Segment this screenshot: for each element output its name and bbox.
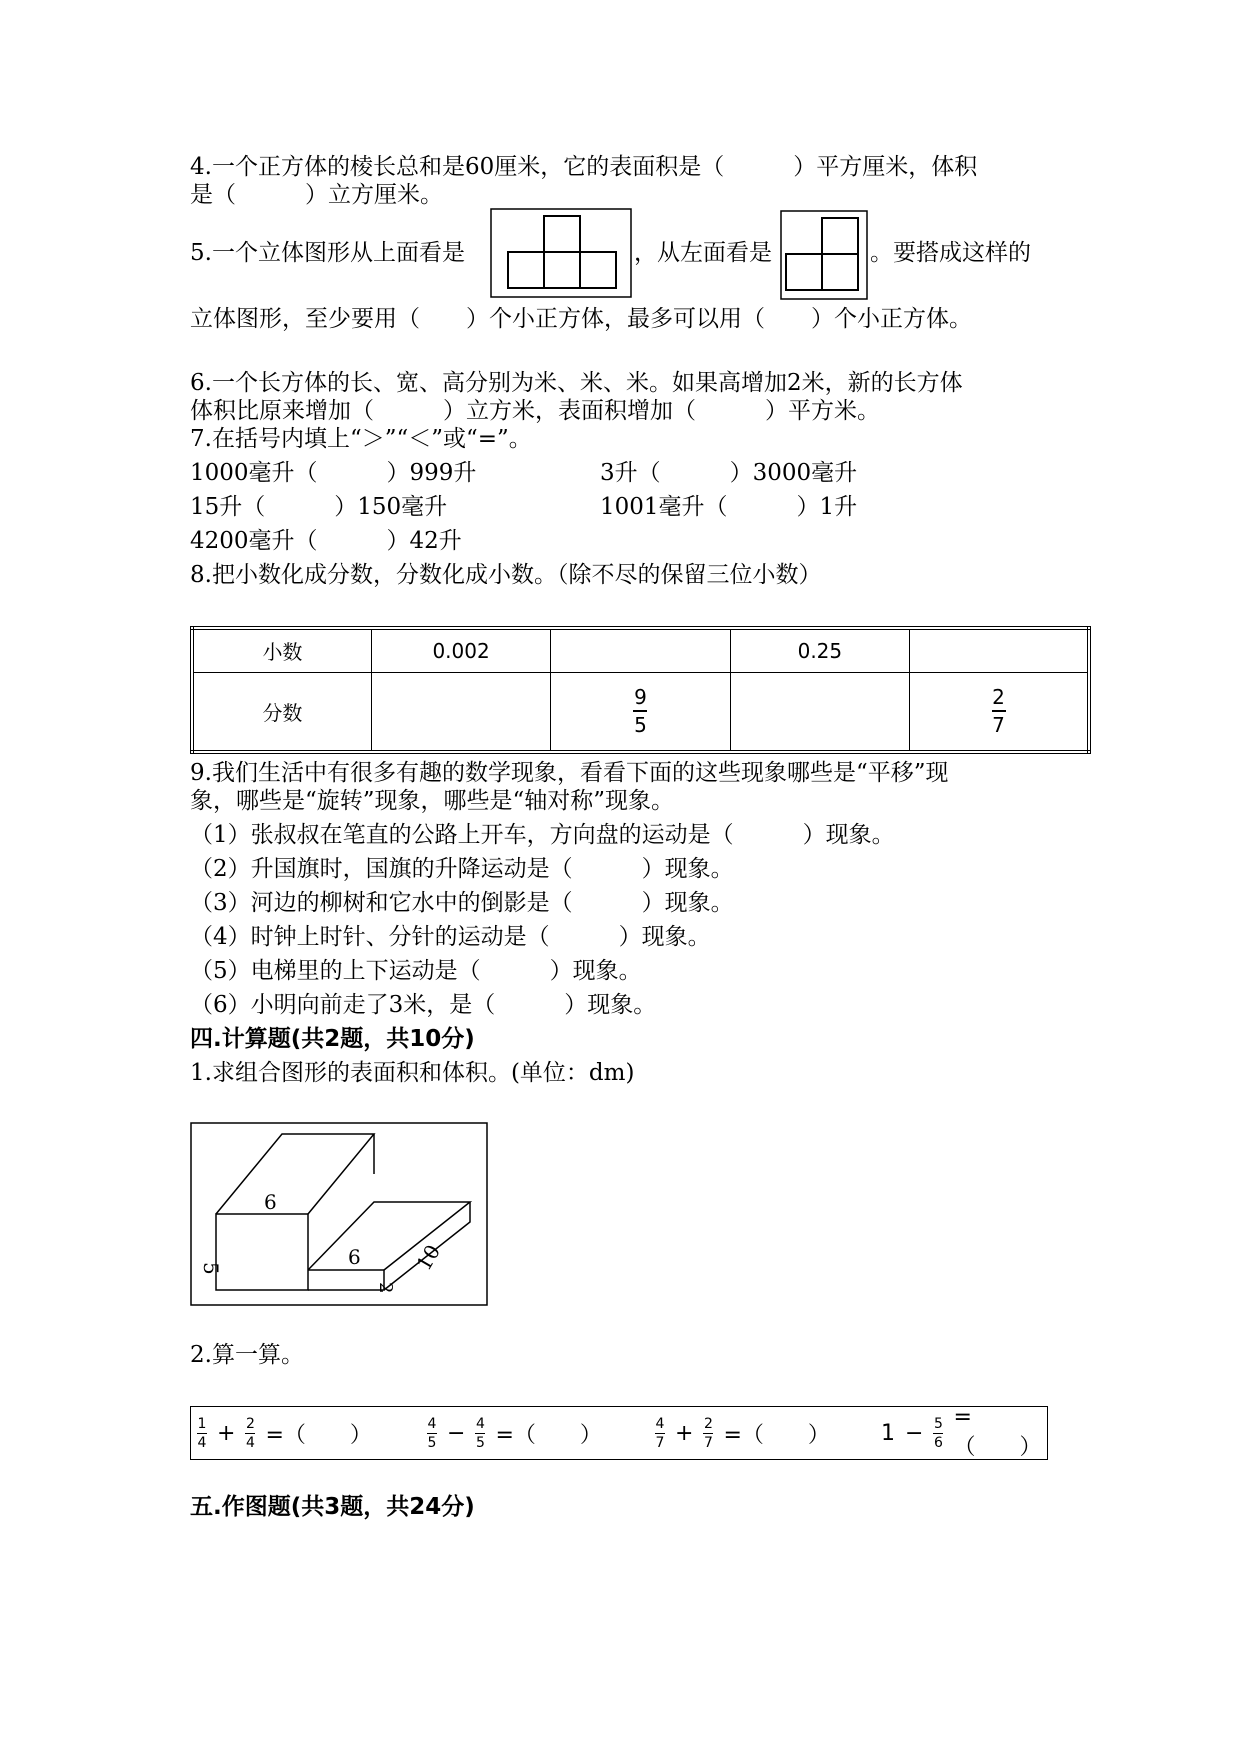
numerator: 9 [634,685,647,710]
figure-label-depth: 10 [411,1240,446,1275]
composite-solid-figure [190,1122,488,1306]
q7-item: 15升（ ）150毫升 [190,494,448,520]
decimal-cell: 0.25 [730,628,909,672]
numerator: 2 [992,685,1005,710]
row-label-decimal: 小数 [192,628,371,672]
left-view-figure [780,210,868,300]
calc-item: $\frac{4}{7}$ + $\frac{2}{7}$ =（ ） [655,1415,830,1451]
decimal-cell: 0.002 [371,628,550,672]
q5-part1: 5.一个立体图形从上面看是 [190,240,465,266]
q9-line1: 9.我们生活中有很多有趣的数学现象，看看下面的这些现象哪些是“平移”现 [190,760,949,786]
section5-heading: 五.作图题(共3题，共24分) [190,1494,475,1520]
q7-item: 1001毫升（ ）1升 [600,494,858,520]
conversion-table [190,626,1091,754]
fraction-cell [730,672,909,752]
section4-q2: 2.算一算。 [190,1342,304,1368]
q9-item: （6）小明向前走了3米，是（ ）现象。 [190,992,657,1018]
decimal-row [192,628,1089,672]
q8-title: 8.把小数化成分数，分数化成小数。（除不尽的保留三位小数） [190,562,822,588]
figure-label-left: 5 [199,1262,223,1275]
figure-label-small: 2 [375,1282,396,1294]
section4-q1: 1.求组合图形的表面积和体积。(单位：dm) [190,1060,635,1086]
fraction [633,686,647,736]
q6-line1: 6.一个长方体的长、宽、高分别为米、米、米。如果高增加2米，新的长方体 [190,370,963,396]
top-view-figure [490,208,632,298]
q4-line1: 4.一个正方体的棱长总和是60厘米，它的表面积是（ ）平方厘米，体积 [190,154,978,180]
calc-item: 1 − $\frac{5}{6}$ =（ ） [881,1405,1042,1460]
fraction-cell [910,672,1089,752]
q9-item: （2）升国旗时，国旗的升降运动是（ ）现象。 [190,856,734,882]
calc-row [190,1406,1048,1460]
fraction-row [192,672,1089,752]
denominator: 7 [992,713,1005,738]
decimal-cell [551,628,730,672]
fraction-cell [551,672,730,752]
q9-line2: 象，哪些是“旋转”现象，哪些是“轴对称”现象。 [190,788,675,814]
q5-part3: 。要搭成这样的 [870,240,1031,266]
q9-item: （1）张叔叔在笔直的公路上开车，方向盘的运动是（ ）现象。 [190,822,895,848]
q7-title: 7.在括号内填上“＞”“＜”或“=”。 [190,426,532,452]
q7-item: 3升（ ）3000毫升 [600,460,858,486]
fraction-cell [371,672,550,752]
row-label-fraction: 分数 [192,672,371,752]
q6-line2: 体积比原来增加（ ）立方米，表面积增加（ ）平方米。 [190,398,880,424]
q9-item: （3）河边的柳树和它水中的倒影是（ ）现象。 [190,890,734,916]
q7-item: 1000毫升（ ）999升 [190,460,477,486]
q5-part2: ，从左面看是 [634,240,772,266]
calc-item: $\frac{4}{5}$ − $\frac{4}{5}$ =（ ） [427,1415,602,1451]
section4-heading: 四.计算题(共2题，共10分) [190,1026,475,1052]
denominator: 5 [634,713,647,738]
q9-item: （5）电梯里的上下运动是（ ）现象。 [190,958,642,984]
decimal-cell [910,628,1089,672]
figure-label-mid: 6 [348,1245,361,1269]
calc-item: $\frac{1}{4}$ + $\frac{2}{4}$ =（ ） [197,1415,372,1451]
q4-line2: 是（ ）立方厘米。 [190,182,443,208]
q5-line2: 立体图形，至少要用（ ）个小正方体，最多可以用（ ）个小正方体。 [190,306,972,332]
fraction [992,686,1006,736]
q7-item: 4200毫升（ ）42升 [190,528,462,554]
figure-label-top: 6 [264,1190,277,1214]
q9-item: （4）时钟上时针、分针的运动是（ ）现象。 [190,924,711,950]
